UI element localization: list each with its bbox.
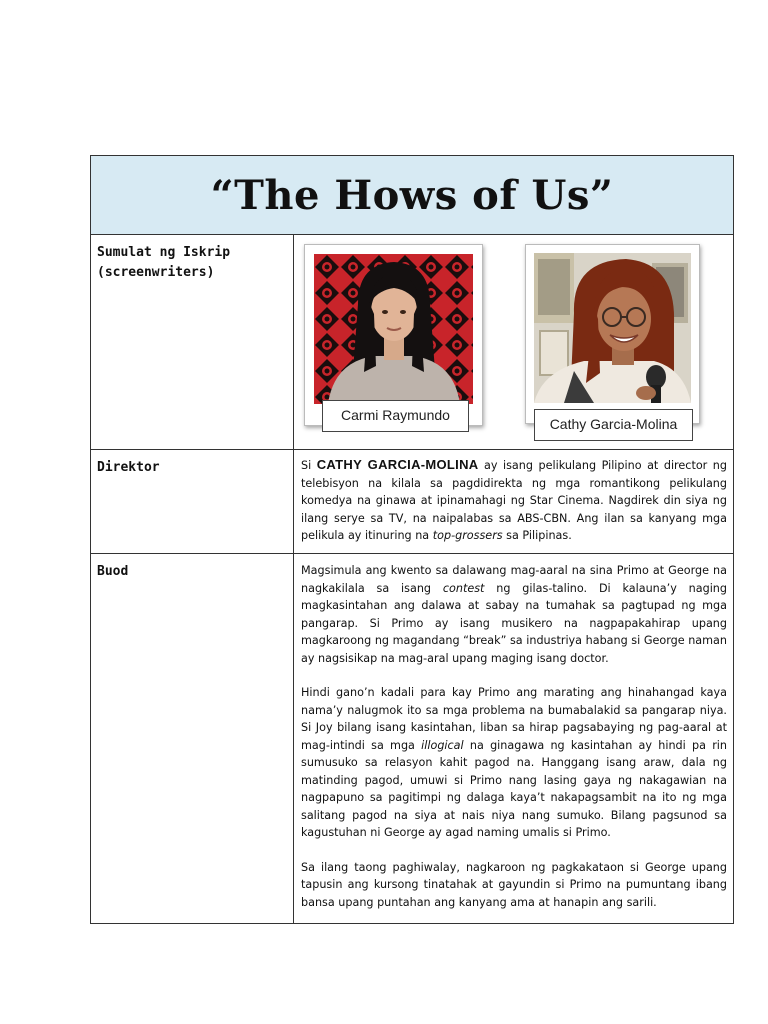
director-description xyxy=(294,450,733,553)
row-plot xyxy=(91,554,733,923)
caption-carmi-raymundo-text: Carmi Raymundo xyxy=(341,407,450,424)
plot-p2-a: Hindi gano’n kadali para kay Primo ang marating ang hinahangad kaya nama’y nalugmok ito sa mga problema na bumabalakid sa pangarap niya. Si Joy bilang isang kasintahan, liban sa hirap pagsabaying ng pag-aaral at mag-intindi sa mga xyxy=(301,686,727,752)
label-plot: Buod xyxy=(91,554,294,923)
plot-p1-a: Magsimula ang kwento sa dalawang mag-aaral na sina Primo at George na nagkakilala sa isang xyxy=(301,564,727,595)
info-table xyxy=(90,155,734,924)
label-director: Direktor xyxy=(91,450,294,553)
caption-cathy-garcia-molina xyxy=(534,409,693,441)
photo-cathy-garcia-molina xyxy=(534,253,691,403)
plot-paragraph-2 xyxy=(301,684,727,842)
director-text-a: ay isang pelikulang Pilipino at director ng telebisyon na kilala sa pagdidirekta ng mga romantikong pelikulang komedya na ginawa at ipinamahagi ng Star Cinema. Nagdirek din siya ng ilang serye sa TV, na naipalabas sa ABS-CBN. Ang ilan sa kanyang mga pelikula ay itinuring na xyxy=(301,459,727,542)
plot-p2-b: na ginagawa ng kasintahan ay hindi pa rin sumusuko sa relasyon kahit pagod na. Hanggang isang araw, dala ng matinding pagod, umuwi si Primo nang lasing gaya ng nakagawian na nagpapuno sa pagitimpi ng dalaga kaya’t nakapagsambit na ito ng mga salitang pagod na siya at nais niya nang sumuko. Bilang pagsunod sa kagustuhan ni George ay agad naming umalis si Primo. xyxy=(301,738,728,839)
label-screenwriters xyxy=(91,235,294,449)
director-text-em: top-grossers xyxy=(432,529,503,542)
title-row xyxy=(91,156,733,235)
director-text-b: sa Pilipinas. xyxy=(502,529,572,542)
caption-carmi-raymundo xyxy=(322,400,469,432)
director-name: CATHY GARCIA-MOLINA xyxy=(316,457,479,472)
plot-paragraph-3: Sa ilang taong paghiwalay, nagkaroon ng pagkakataon si George upang tapusin ang kursong tinatahak at gayundin si Primo na pumuntang ibang bansa upang puntahan ang kanyang ama at hanapin ang sarili. xyxy=(301,860,727,909)
photo-card-carmi xyxy=(304,244,483,426)
plot-paragraph-1 xyxy=(301,562,727,667)
portrait-image xyxy=(314,254,473,404)
label-screenwriters-line2: (screenwriters) xyxy=(97,264,215,280)
row-director xyxy=(91,450,733,554)
photo-card-cathy xyxy=(525,244,700,433)
photo-carmi-raymundo xyxy=(314,254,473,404)
director-prefix: Si xyxy=(301,459,317,472)
plot-summary xyxy=(294,554,733,923)
label-screenwriters-line1: Sumulat ng Iskrip xyxy=(97,245,231,260)
plot-p1-b: ng gilas-talino. Di kalauna’y naging magkasintahan ang dalawa at sabay na tumahak sa pagtupad ng mga pangarap. Si Primo ay isang musikero na nagpapakahirap upang magkaroong ng magandang “break” sa industriya habang si George naman ay nagsisikap na mag-aral upang maging isang doctor. xyxy=(301,581,727,665)
caption-cathy-garcia-molina-text: Cathy Garcia-Molina xyxy=(549,416,678,433)
plot-p2-em: illogical xyxy=(421,738,464,752)
portrait-image xyxy=(534,253,691,403)
page-title: “The Hows of Us” xyxy=(210,171,614,219)
plot-p1-em: contest xyxy=(442,581,485,595)
row-screenwriters xyxy=(91,235,733,450)
screenwriters-photos xyxy=(294,235,733,449)
